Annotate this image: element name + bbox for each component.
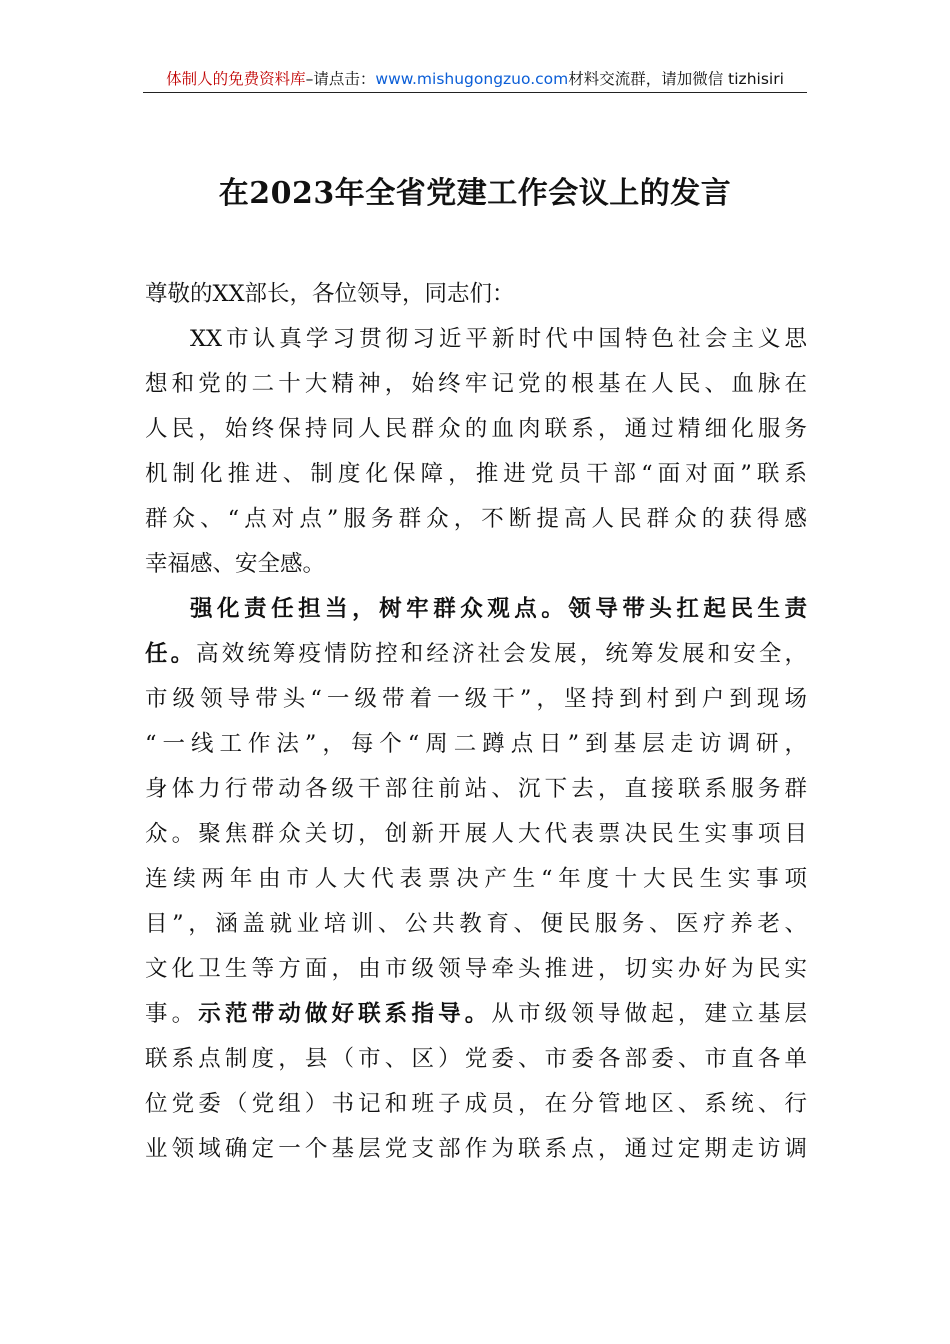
para2-line: 身体力行带动各级干部往前站、沉下去，直接联系服务群	[145, 776, 807, 802]
page-header	[143, 66, 807, 93]
para1-line: 幸福感、安全感。	[145, 551, 326, 577]
para2-line-text: 从市级领导做起，建立基层	[491, 1001, 807, 1027]
header-note: 材料交流群，请加微信 tizhisiri	[568, 70, 784, 88]
para2-line: 业领域确定一个基层党支部作为联系点，通过定期走访调	[145, 1136, 807, 1162]
para2-line-start: 事。	[145, 1001, 199, 1027]
para1-line: 想和党的二十大精神，始终牢记党的根基在人民、血脉在	[145, 371, 807, 397]
salutation: 尊敬的XX部长，各位领导，同志们：	[145, 281, 515, 307]
para2-subheading: 示范带动做好联系指导。	[198, 1001, 492, 1027]
para1-line: XX市认真学习贯彻习近平新时代中国特色社会主义思	[190, 326, 807, 352]
para2-line: 市级领导带头“一级带着一级干”，坚持到村到户到现场	[145, 686, 807, 712]
para1-line: 群众、“点对点”服务群众，不断提高人民群众的获得感	[145, 506, 807, 532]
para2-line: 文化卫生等方面，由市级领导牵头推进，切实办好为民实	[145, 956, 807, 982]
para1-line: 人民，始终保持同人民群众的血肉联系，通过精细化服务	[145, 416, 807, 442]
document-title: 在2023年全省党建工作会议上的发言	[218, 176, 732, 211]
para2-line: 联系点制度，县（市、区）党委、市委各部委、市直各单	[145, 1046, 807, 1072]
para2-line: 连续两年由市人大代表票决产生“年度十大民生实事项	[145, 866, 807, 892]
para2-heading-end: 任。	[145, 641, 197, 667]
para2-line-text: 高效统筹疫情防控和经济社会发展，统筹发展和安全，	[196, 641, 807, 667]
para2-line: 位党委（党组）书记和班子成员，在分管地区、系统、行	[145, 1091, 807, 1117]
para2-line: 目”，涵盖就业培训、公共教育、便民服务、医疗养老、	[145, 911, 807, 937]
para2-line	[145, 992, 807, 1037]
document-body	[145, 272, 807, 1172]
para2-line: 众。聚焦群众关切，创新开展人大代表票决民生实事项目	[145, 821, 807, 847]
header-url-link[interactable]: www.mishugongzuo.com	[375, 70, 569, 88]
para2-line: “一线工作法”，每个“周二蹲点日”到基层走访调研，	[145, 731, 807, 757]
para2-line	[145, 632, 807, 677]
para2-heading-line: 强化责任担当，树牢群众观点。领导带头扛起民生责	[190, 596, 807, 622]
header-prompt: –请点击：	[305, 70, 376, 88]
para1-line: 机制化推进、制度化保障，推进党员干部“面对面”联系	[145, 461, 807, 487]
header-site-name: 体制人的免费资料库	[166, 70, 306, 88]
